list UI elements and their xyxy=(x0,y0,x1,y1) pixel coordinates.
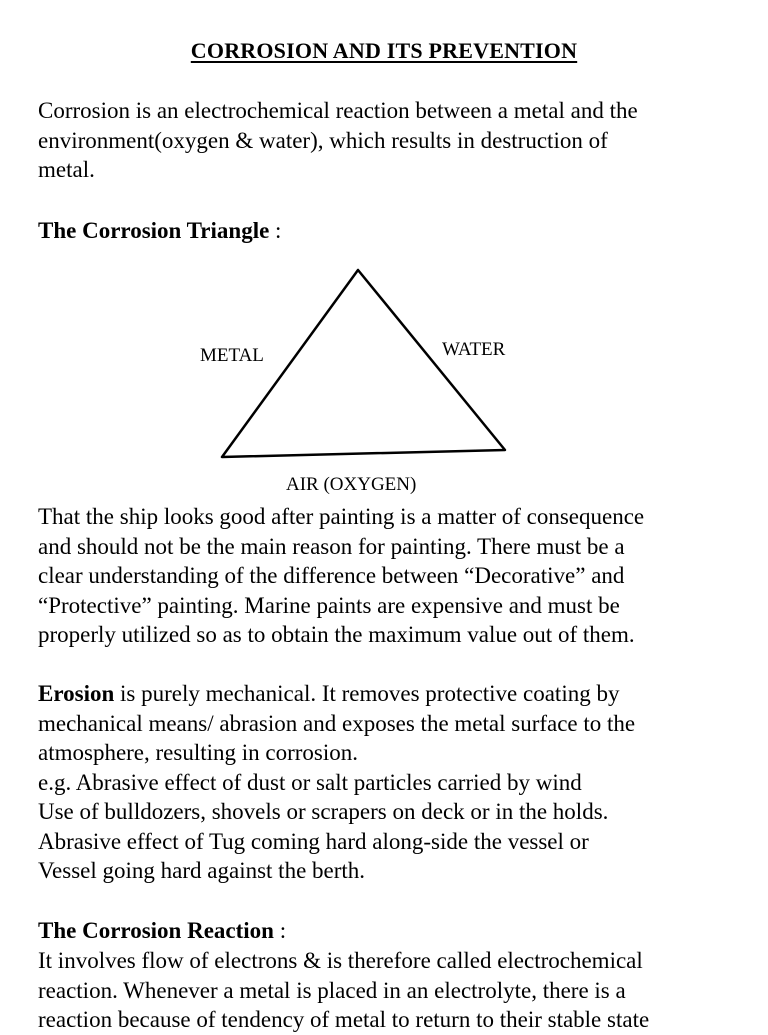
erosion-term: Erosion xyxy=(38,681,115,706)
erosion-line-2: mechanical means/ abrasion and exposes the metal surface to the xyxy=(38,710,636,736)
page-title: CORROSION AND ITS PREVENTION xyxy=(190,38,578,63)
reaction-line-3: reaction because of tendency of metal to return to their stable state xyxy=(38,1007,650,1032)
intro-line-1: Corrosion is an electrochemical reaction between a metal and the xyxy=(38,98,638,123)
painting-line-4: “Protective” painting. Marine paints are expensive and must be xyxy=(38,592,620,618)
triangle-label-air: AIR (OXYGEN) xyxy=(286,474,417,495)
painting-line-3: clear understanding of the difference between “Decorative” and xyxy=(38,563,625,588)
triangle-label-metal: METAL xyxy=(200,345,264,366)
erosion-line-6: Abrasive effect of Tug coming hard along-side the vessel or xyxy=(38,828,589,854)
triangle-shape xyxy=(222,270,505,457)
intro-line-3: metal. xyxy=(38,157,95,182)
reaction-heading-suffix: : xyxy=(273,918,287,943)
triangle-heading-bold: The Corrosion Triangle xyxy=(38,218,270,243)
erosion-line-4: e.g. Abrasive effect of dust or salt particles carried by wind xyxy=(38,769,582,795)
painting-line-2: and should not be the main reason for painting. There must be a xyxy=(38,533,625,559)
reaction-line-1: It involves flow of electrons & is therefore called electrochemical xyxy=(38,948,643,973)
erosion-line-3: atmosphere, resulting in corrosion. xyxy=(38,740,359,765)
erosion-line-5: Use of bulldozers, shovels or scrapers on deck or in the holds. xyxy=(38,799,609,824)
erosion-line-7: Vessel going hard against the berth. xyxy=(38,858,366,883)
painting-line-1: That the ship looks good after painting is a matter of consequence xyxy=(38,504,645,529)
triangle-label-water: WATER xyxy=(442,339,506,360)
intro-line-2: environment(oxygen & water), which results in destruction of xyxy=(38,127,608,153)
triangle-heading-suffix: : xyxy=(269,218,282,243)
reaction-heading-bold: The Corrosion Reaction xyxy=(38,918,274,943)
reaction-line-2: reaction. Whenever a metal is placed in an electrolyte, there is a xyxy=(38,977,626,1003)
erosion-line-1-rest: is purely mechanical. It removes protective coating by xyxy=(114,681,620,706)
painting-line-5: properly utilized so as to obtain the maximum value out of them. xyxy=(38,622,635,647)
